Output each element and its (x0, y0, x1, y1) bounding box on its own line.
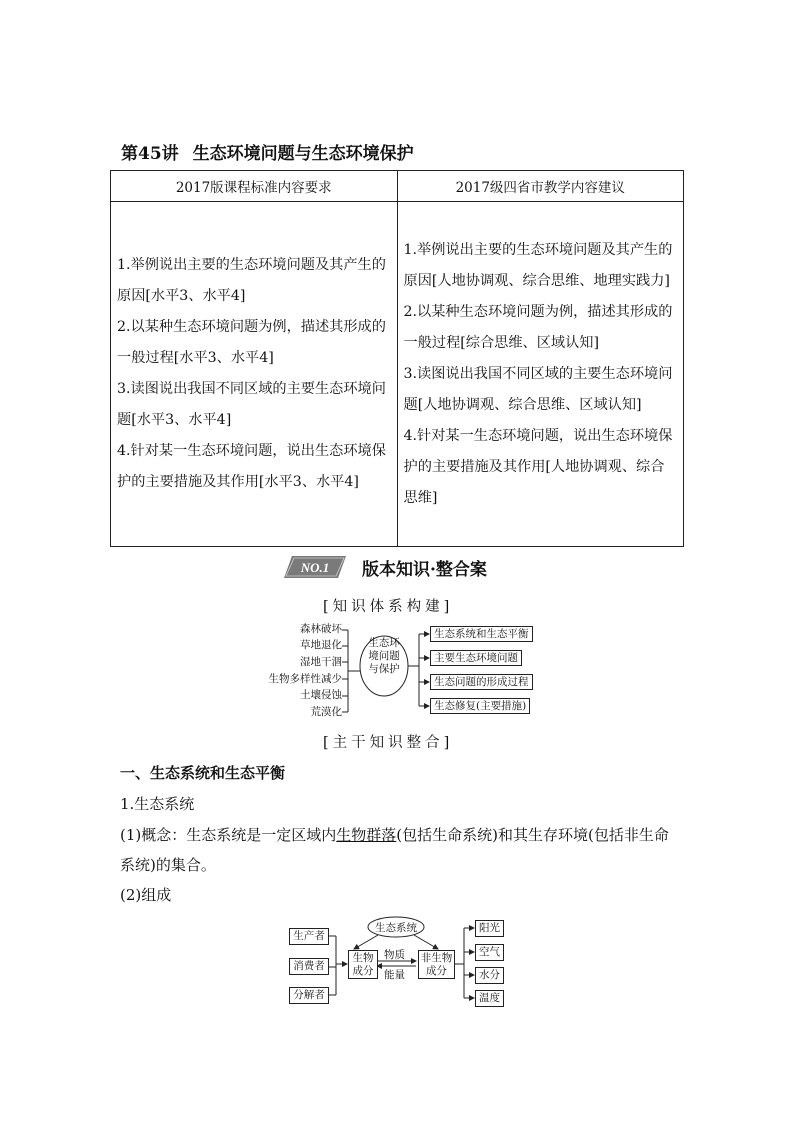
section-banner-heading: 版本知识·整合案 (362, 560, 487, 580)
abiotic-line: 非生物 (420, 952, 453, 964)
left-item: 1.举例说出主要的生态环境问题及其产生的原因[水平3、水平4] (117, 257, 386, 304)
temperature-box: 温度 (475, 990, 504, 1007)
knowledge-right-item: 主要生态环境问题 (430, 650, 522, 666)
lesson-number: 第45讲 (121, 144, 179, 164)
knowledge-left-item: 草地退化 (300, 639, 342, 651)
flow-matter-label: 物质 (384, 949, 405, 961)
left-item: 3.读图说出我国不同区域的主要生态环境问题[水平3、水平4] (117, 381, 386, 428)
badge-shape (284, 556, 346, 578)
knowledge-left-item: 土壤侵蚀 (300, 689, 342, 701)
knowledge-center-line: 境问题 (368, 650, 400, 662)
knowledge-right-item: 生态问题的形成过程 (430, 674, 533, 690)
left-item: 4.针对某一生态环境问题，说出生态环境保护的主要措施及其作用[水平3、水平4] (117, 443, 386, 490)
knowledge-center (362, 637, 406, 676)
knowledge-right-item: 生态修复(主要措施) (430, 698, 530, 714)
consumer-box: 消费者 (289, 958, 329, 975)
air-box: 空气 (475, 944, 504, 961)
left-item: 2.以某种生态环境问题为例，描述其形成的一般过程[水平3、水平4] (117, 319, 386, 366)
knowledge-system-title: [知识体系构建] (323, 599, 454, 615)
abiotic-box (418, 950, 455, 979)
lesson-title (121, 139, 414, 164)
table-header-left: 2017版课程标准内容要求 (111, 171, 398, 202)
section-heading: 一、生态系统和生态平衡 (120, 764, 286, 782)
knowledge-diagram (256, 618, 538, 720)
main-knowledge-title: [主干知识整合] (323, 735, 454, 751)
table-header-right: 2017级四省市教学内容建议 (397, 171, 684, 202)
no1-badge (284, 556, 346, 578)
biotic-line: 成分 (352, 965, 374, 977)
badge-text: NO.1 (300, 560, 330, 575)
knowledge-left-item: 生物多样性减少 (268, 673, 342, 685)
ecosystem-label: 生态系统 (375, 922, 417, 934)
water-box: 水分 (475, 967, 504, 984)
standards-table (110, 170, 684, 547)
abiotic-line: 成分 (426, 965, 447, 977)
knowledge-left-item: 湿地干涸 (300, 656, 342, 668)
right-item: 1.举例说出主要的生态环境问题及其产生的原因[人地协调观、综合思维、地理实践力] (403, 241, 673, 289)
knowledge-center-line: 与保护 (368, 663, 400, 675)
composition-heading: (2)组成 (120, 886, 172, 904)
table-cell-left (111, 202, 398, 547)
concept-paragraph (120, 820, 682, 880)
concept-suffix: (包括生命系统)和其生存环境(包括非生命系统)的集合。 (120, 826, 669, 874)
biotic-box (348, 950, 378, 979)
knowledge-right-item: 生态系统和生态平衡 (430, 626, 533, 642)
producer-box: 生产者 (289, 928, 329, 945)
lesson-subtitle: 生态环境问题与生态环境保护 (192, 144, 414, 164)
right-item: 4.针对某一生态环境问题，说出生态环境保护的主要措施及其作用[人地协调观、综合思维] (403, 427, 673, 506)
right-item: 3.读图说出我国不同区域的主要生态环境问题[人地协调观、综合思维、区域认知] (403, 365, 673, 413)
composition-diagram (288, 914, 510, 1010)
biotic-line: 生物 (352, 952, 374, 964)
concept-prefix: (1)概念：生态系统是一定区域内 (120, 826, 337, 844)
right-item: 2.以某种生态环境问题为例，描述其形成的一般过程[综合思维、区域认知] (403, 303, 673, 351)
knowledge-left-item: 森林破坏 (300, 623, 342, 635)
sunlight-box: 阳光 (475, 920, 504, 937)
table-cell-right (397, 202, 684, 547)
decomposer-box: 分解者 (289, 987, 329, 1004)
knowledge-left-item: 荒漠化 (310, 706, 342, 718)
knowledge-center-line: 生态环 (368, 637, 400, 649)
flow-energy-label: 能量 (384, 969, 405, 981)
subsection-heading: 1.生态系统 (120, 795, 195, 813)
concept-underline: 生物群落 (336, 826, 397, 844)
